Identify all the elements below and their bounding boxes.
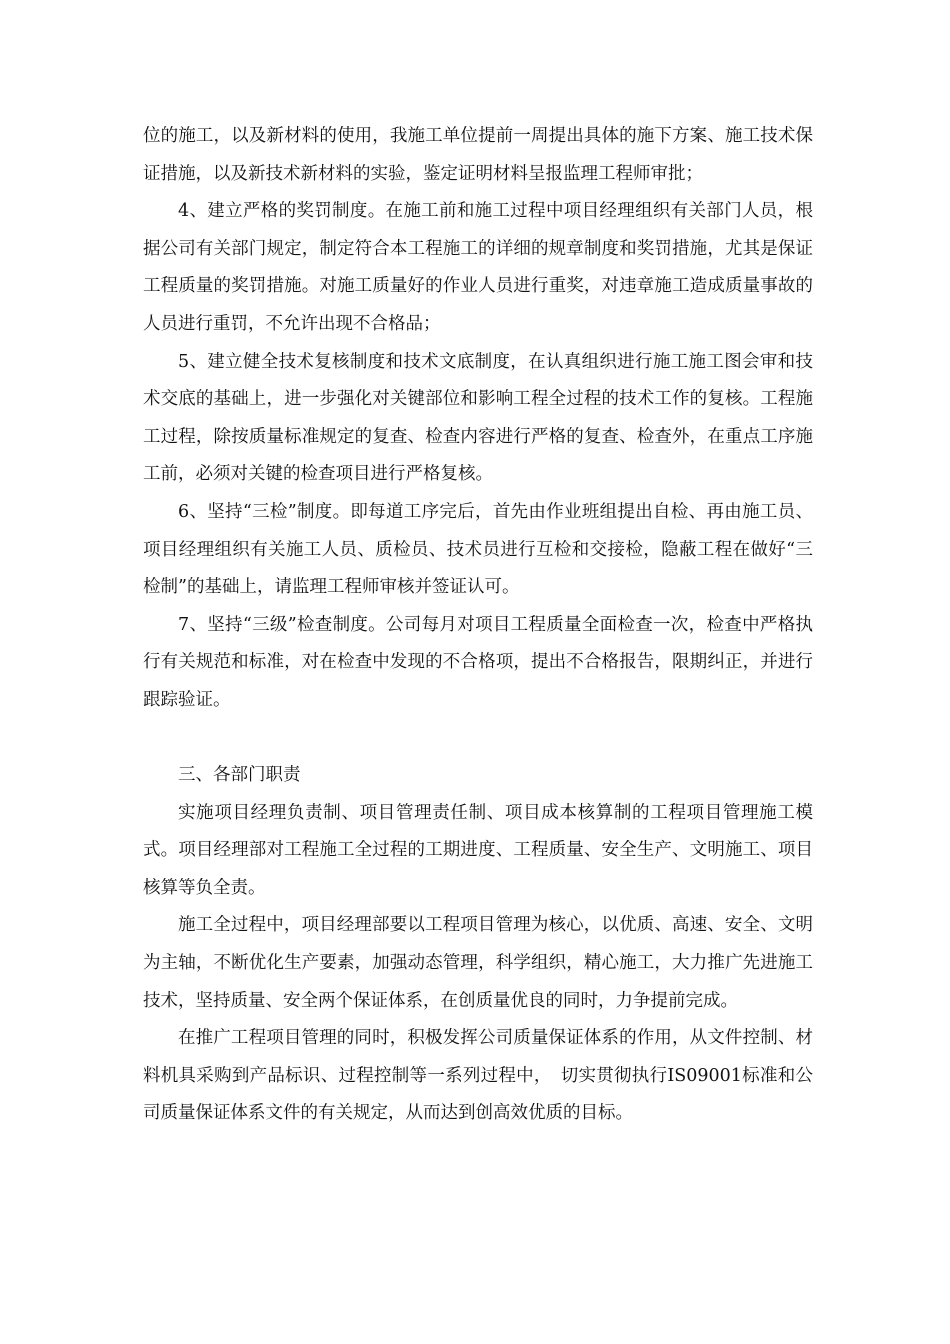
- paragraph-item-7: 7、坚持“三级”检查制度。公司每月对项目工程质量全面检查一次，检查中严格执行有关规范和标准，对在检查中发现的不合格项，提出不合格报告，限期纠正，并进行跟踪验证。: [143, 614, 813, 710]
- paragraph-item-6: 6、坚持“三检”制度。即每道工序完后，首先由作业班组提出自检、再由施工员、项目经理组织有关施工人员、质检员、技术员进行互检和交接检，隐蔽工程在做好“三检制”的基础上，请监理工程师审核并签证认可。: [143, 501, 813, 598]
- section-heading: 三、各部门职责: [178, 765, 301, 786]
- document-body: [143, 118, 813, 1133]
- section-paragraph-2: 施工全过程中，项目经理部要以工程项目管理为核心，以优质、高速、安全、文明为主轴，不断优化生产要素，加强动态管理，科学组织，精心施工，大力推广先进施工技术，坚持质量、安全两个保证体系，在创质量优良的同时，力争提前完成。: [143, 915, 813, 1011]
- paragraph-continuation: 位的施工，以及新材料的使用，我施工单位提前一周提出具体的施下方案、施工技术保证措施，以及新技术新材料的实验，鉴定证明材料呈报监理工程师审批；: [143, 126, 813, 184]
- paragraph-item-4: 4、建立严格的奖罚制度。在施工前和施工过程中项目经理组织有关部门人员，根据公司有关部门规定，制定符合本工程施工的详细的规章制度和奖罚措施，尤其是保证工程质量的奖罚措施。对施工质量好的作业人员进行重奖，对违章施工造成质量事故的人员进行重罚，不允许出现不合格品；: [143, 201, 813, 334]
- section-paragraph-3: 在推广工程项目管理的同时，积极发挥公司质量保证体系的作用，从文件控制、材料机具采购到产品标识、过程控制等一系列过程中， 切实贯彻执行IS09001标准和公司质量保证体系文件的有关规定，从而达到创高效优质的目标。: [143, 1028, 813, 1124]
- section-spacer: [143, 720, 813, 758]
- section-paragraph-1: 实施项目经理负责制、项目管理责任制、项目成本核算制的工程项目管理施工模式。项目经理部对工程施工全过程的工期进度、工程质量、安全生产、文明施工、项目核算等负全责。: [143, 802, 813, 898]
- paragraph-item-5: 5、建立健全技术复核制度和技术文底制度，在认真组织进行施工施工图会审和技术交底的基础上，进一步强化对关键部位和影响工程全过程的技术工作的复核。工程施工过程，除按质量标准规定的复查、检查内容进行严格的复查、检查外，在重点工序施工前，必须对关键的检查项目进行严格复核。: [143, 351, 813, 485]
